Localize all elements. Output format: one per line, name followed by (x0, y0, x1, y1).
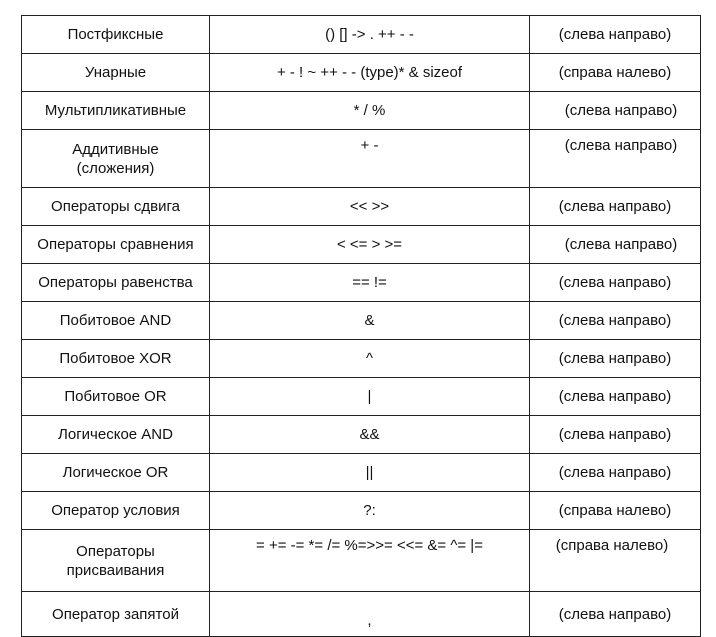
operators-cell: ^ (210, 340, 530, 378)
associativity-cell: (слева направо) (530, 16, 701, 54)
category-cell: Операторы сдвига (22, 188, 210, 226)
table-row (22, 592, 701, 637)
associativity-cell: (слева направо) (530, 378, 701, 416)
category-cell: Логическое AND (22, 416, 210, 454)
table-row (22, 492, 701, 530)
category-cell: Операторы сравнения (22, 226, 210, 264)
operators-cell: , (210, 592, 530, 637)
operators-cell: == != (210, 264, 530, 302)
category-cell: Логическое OR (22, 454, 210, 492)
associativity-text: (слева направо) (564, 137, 678, 154)
associativity-cell: (справа налево) (530, 492, 701, 530)
category-cell: Мультипликативные (22, 92, 210, 130)
associativity-cell: (слева направо) (530, 188, 701, 226)
associativity-cell (530, 530, 701, 592)
operators-cell: + - (210, 130, 530, 188)
category-cell: Постфиксные (22, 16, 210, 54)
operators-cell: + - ! ~ ++ - - (type)* & sizeof (210, 54, 530, 92)
operators-cell: & (210, 302, 530, 340)
associativity-cell: (слева направо) (530, 302, 701, 340)
table-row (22, 302, 701, 340)
operators-cell: || (210, 454, 530, 492)
table-row (22, 530, 701, 592)
associativity-cell: (справа налево) (530, 54, 701, 92)
table-row (22, 340, 701, 378)
category-cell: Побитовое XOR (22, 340, 210, 378)
category-cell: Оператор условия (22, 492, 210, 530)
associativity-cell (530, 130, 701, 188)
category-cell: Побитовое OR (22, 378, 210, 416)
operator-precedence-table (21, 15, 701, 637)
associativity-cell: (слева направо) (530, 264, 701, 302)
associativity-cell (530, 226, 701, 264)
associativity-text: (справа налево) (555, 537, 669, 554)
table-row (22, 92, 701, 130)
operators-cell: | (210, 378, 530, 416)
operators-cell: * / % (210, 92, 530, 130)
table-row (22, 454, 701, 492)
associativity-cell: (слева направо) (530, 340, 701, 378)
associativity-cell: (слева направо) (530, 454, 701, 492)
operators-cell: << >> (210, 188, 530, 226)
category-cell: Побитовое AND (22, 302, 210, 340)
associativity-text: (слева направо) (564, 236, 678, 253)
table-row (22, 54, 701, 92)
operators-cell: () [] -> . ++ - - (210, 16, 530, 54)
category-cell (22, 130, 210, 188)
table-row (22, 188, 701, 226)
associativity-cell (530, 92, 701, 130)
category-cell: Операторы равенства (22, 264, 210, 302)
table-row (22, 378, 701, 416)
associativity-cell: (слева направо) (530, 416, 701, 454)
associativity-text: (слева направо) (564, 102, 678, 119)
table-row (22, 416, 701, 454)
category-cell: Оператор запятой (22, 592, 210, 637)
operators-cell: < <= > >= (210, 226, 530, 264)
category-text: Аддитивные (сложения) (72, 140, 159, 177)
table-row (22, 264, 701, 302)
table-row (22, 16, 701, 54)
associativity-cell: (слева направо) (530, 592, 701, 637)
operators-cell: = += -= *= /= %=>>= <<= &= ^= |= (210, 530, 530, 592)
category-text: Операторы присваивания (66, 542, 165, 579)
category-cell (22, 530, 210, 592)
table-row (22, 130, 701, 188)
table-row (22, 226, 701, 264)
operators-cell: && (210, 416, 530, 454)
operators-cell: ?: (210, 492, 530, 530)
category-cell: Унарные (22, 54, 210, 92)
